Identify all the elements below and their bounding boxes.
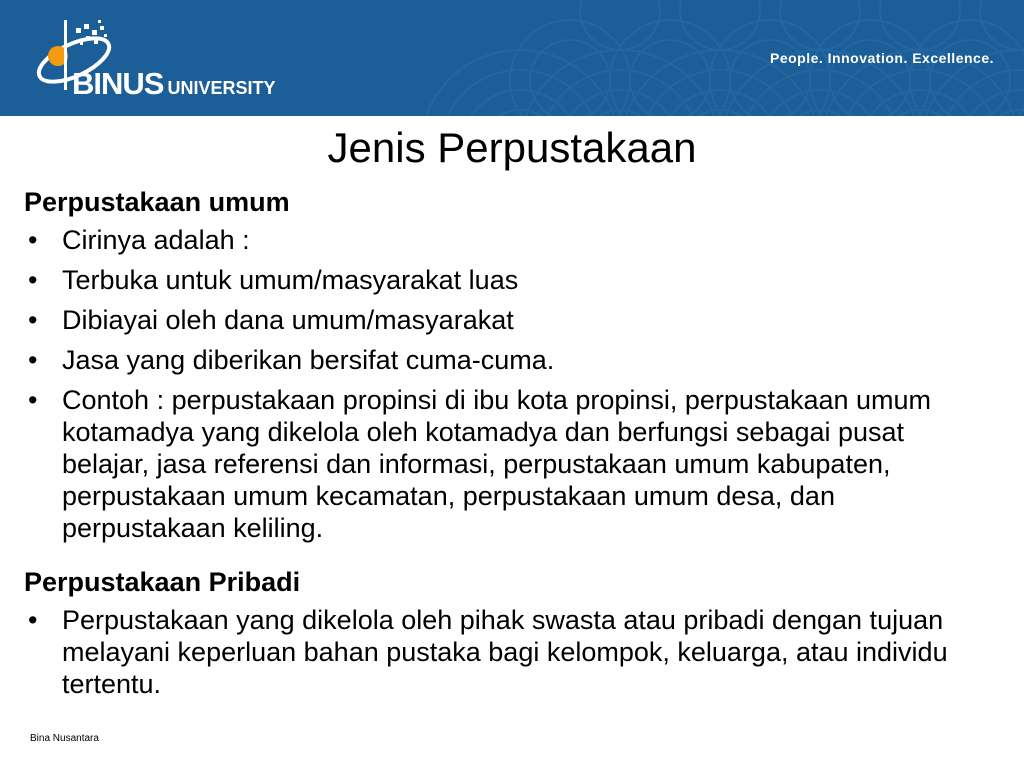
bullet-icon: •	[28, 605, 38, 635]
list-item	[24, 604, 994, 700]
tagline: People. Innovation. Excellence.	[769, 50, 994, 66]
list-item	[24, 224, 994, 256]
section-heading-umum: Perpustakaan umum	[24, 187, 290, 217]
bullet-icon: •	[28, 345, 38, 375]
logo-sub-text: UNIVERSITY	[167, 78, 276, 98]
slide-title: Jenis Perpustakaan	[327, 124, 697, 171]
binus-logo	[28, 16, 308, 106]
footer-text: Bina Nusantara	[30, 733, 99, 744]
list-item-text: Terbuka untuk umum/masyarakat luas	[62, 265, 519, 295]
bullet-list-umum	[24, 224, 994, 544]
list-item	[24, 264, 994, 296]
logo-wordmark	[72, 66, 275, 102]
bullet-icon: •	[28, 385, 38, 415]
list-item	[24, 304, 994, 336]
list-item-text: Contoh : perpustakaan propinsi di ibu kota propinsi, perpustakaan umum kotamadya yang dikelola oleh kotamadya dan berfungsi sebagai pusat belajar, jasa referensi dan informasi, perpustakaan umum kabupaten, perpustakaan umum kecamatan, perpustakaan umum desa, dan perpustakaan keliling.	[62, 385, 932, 543]
list-item-text: Perpustakaan yang dikelola oleh pihak swasta atau pribadi dengan tujuan melayani keperluan bahan pustaka bagi kelompok, keluarga, atau individu tertentu.	[62, 605, 948, 699]
section-heading-pribadi: Perpustakaan Pribadi	[24, 567, 301, 597]
list-item-text: Jasa yang diberikan bersifat cuma-cuma.	[62, 345, 555, 375]
bullet-icon: •	[28, 265, 38, 295]
list-item	[24, 384, 994, 544]
list-item	[24, 344, 994, 376]
list-item-text: Cirinya adalah :	[62, 225, 250, 255]
bullet-list-pribadi	[24, 604, 994, 700]
logo-main-text: BINUS	[72, 66, 164, 101]
list-item-text: Dibiayai oleh dana umum/masyarakat	[62, 305, 514, 335]
header-banner	[0, 0, 1024, 116]
slide-content	[24, 186, 994, 708]
bullet-icon: •	[28, 305, 38, 335]
bullet-icon: •	[28, 225, 38, 255]
